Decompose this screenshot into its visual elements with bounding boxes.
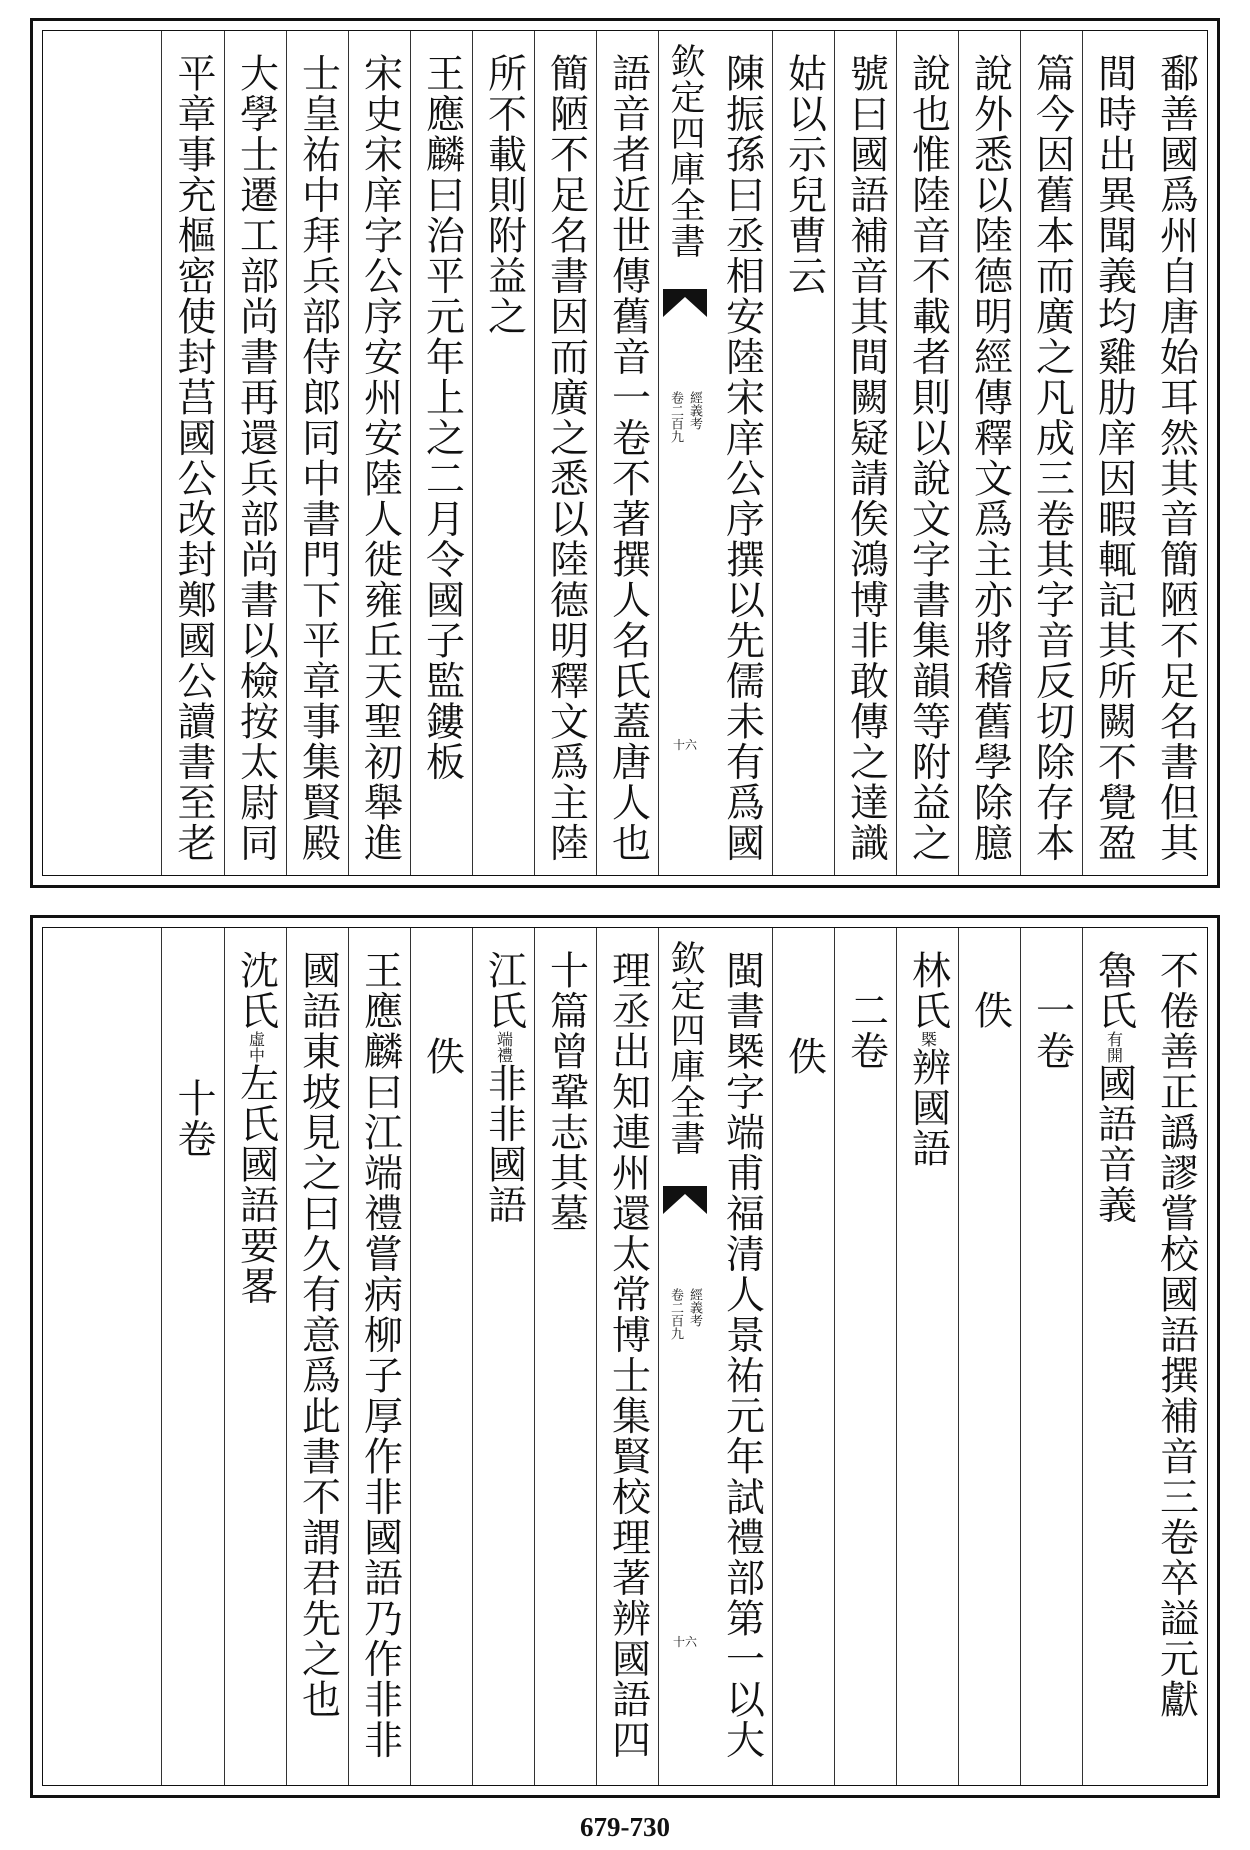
text-column (958, 928, 1021, 1785)
top-page-frame (42, 30, 1208, 876)
text-column (958, 31, 1021, 875)
text-column (710, 31, 773, 875)
column-text: 理丞出知連州還太常博士集賢校理著辨國語四 (605, 950, 651, 1760)
text-column (772, 31, 835, 875)
work-title: 國語音義 (1091, 1063, 1137, 1225)
center-gutter (658, 31, 711, 875)
column-text: 姑以示兒曹云 (781, 53, 827, 296)
text-column (224, 31, 287, 875)
column-text: 平章事充樞密使封莒國公改封鄭國公讀書至老 (171, 53, 216, 863)
column-text: 陳振孫曰丞相安陸宋庠公序撰以先儒未有爲國 (719, 53, 765, 863)
column-text: 王應麟曰治平元年上之二月令國子監鏤板 (419, 53, 465, 782)
author-name: 魯氏 (1091, 950, 1137, 1031)
text-column (772, 928, 835, 1785)
work-title: 非非國語 (481, 1063, 527, 1225)
entry-heading-column (472, 928, 535, 1785)
text-column (596, 928, 659, 1785)
text-column (534, 928, 597, 1785)
column-text: 不倦善正譌謬嘗校國語撰補音三卷卒謚元獻 (1153, 950, 1199, 1720)
work-title: 辨國語 (905, 1047, 951, 1169)
column-text: 佚 (967, 990, 1013, 1031)
column-text: 說外悉以陸德明經傳釋文爲主亦將稽舊學除臆 (967, 53, 1013, 863)
author-note: 有開 (1104, 1031, 1124, 1063)
chapter-number: 卷二百九 (668, 391, 683, 443)
gutter-source (666, 1288, 704, 1340)
source-title: 經義考 (687, 1288, 702, 1327)
text-column (1145, 928, 1207, 1785)
text-column (161, 31, 225, 875)
center-gutter (658, 928, 711, 1785)
author-note: 端禮 (494, 1031, 514, 1063)
page-number: 679-730 (580, 1812, 670, 1842)
column-text: 篇今因舊本而廣之凡成三卷其字音反切除存本 (1029, 53, 1075, 863)
author-name: 林氏 (905, 950, 951, 1031)
text-column (286, 31, 349, 875)
text-column (896, 31, 959, 875)
text-column (161, 928, 225, 1785)
column-text: 簡陋不足名書因而廣之悉以陸德明釋文爲主陸 (543, 53, 589, 863)
text-column (348, 31, 411, 875)
gutter-source (666, 391, 704, 443)
text-column (1020, 928, 1083, 1785)
column-text: 語音者近世傳舊音一卷不著撰人名氏蓋唐人也 (605, 53, 651, 863)
column-text: 大學士遷工部尚書再還兵部尚書以檢按太尉同 (233, 53, 279, 863)
text-column (710, 928, 773, 1785)
column-text: 一卷 (1029, 990, 1075, 1071)
column-text: 號曰國語補音其間闕疑請俟鴻博非敢傳之達識 (843, 53, 889, 863)
top-page-panel (30, 18, 1220, 888)
entry-heading-column (896, 928, 959, 1785)
leaf-number: 十六 (672, 738, 698, 752)
author-note: 虛中 (246, 1031, 266, 1063)
column-text: 士皇祐中拜兵部侍郎同中書門下平章事集賢殿 (295, 53, 341, 863)
text-column (348, 928, 411, 1785)
text-column (1020, 31, 1083, 875)
text-column (410, 928, 473, 1785)
entry-heading (233, 950, 279, 1306)
column-text: 國語東坡見之曰久有意爲此書不謂君先之也 (295, 950, 341, 1720)
text-column (596, 31, 659, 875)
author-name: 沈氏 (233, 950, 279, 1031)
entry-heading (481, 950, 527, 1225)
column-text: 宋史宋庠字公序安州安陸人徙雍丘天聖初舉進 (357, 53, 403, 863)
column-text: 閩書槩字端甫福清人景祐元年試禮部第一以大 (719, 950, 765, 1760)
column-text: 二卷 (843, 990, 889, 1071)
text-column (472, 31, 535, 875)
text-column (834, 928, 897, 1785)
text-column (410, 31, 473, 875)
author-name: 江氏 (481, 950, 527, 1031)
text-column (834, 31, 897, 875)
column-text: 鄱善國爲州自唐始耳然其音簡陋不足名書但其 (1153, 53, 1199, 863)
fishtail-mark-icon (663, 289, 707, 317)
entry-heading-column (1082, 928, 1145, 1785)
chapter-number: 卷二百九 (668, 1288, 683, 1340)
entry-heading-column (224, 928, 287, 1785)
bottom-page-frame (42, 927, 1208, 1786)
column-text: 說也惟陸音不載者則以說文字書集韻等附益之 (905, 53, 951, 863)
author-note: 槩 (918, 1031, 938, 1047)
column-text: 王應麟曰江端禮嘗病柳子厚作非國語乃作非非 (357, 950, 403, 1760)
book-title: 欽定四庫全書 (665, 43, 705, 259)
column-text: 十篇曾鞏志其墓 (543, 950, 589, 1234)
text-column (286, 928, 349, 1785)
column-text: 所不載則附益之 (481, 53, 527, 337)
bottom-page-panel (30, 915, 1220, 1798)
column-text: 佚 (781, 1036, 827, 1077)
column-text: 佚 (419, 1036, 465, 1077)
column-text: 間時出異聞義均雞肋庠因暇輒記其所闕不覺盈 (1091, 53, 1137, 863)
work-title: 左氏國語要畧 (233, 1063, 279, 1306)
source-title: 經義考 (687, 391, 702, 430)
text-column (1082, 31, 1145, 875)
entry-heading (1091, 950, 1137, 1225)
text-column (1145, 31, 1207, 875)
entry-heading (905, 950, 951, 1169)
leaf-number: 十六 (672, 1635, 698, 1649)
text-column (534, 31, 597, 875)
column-text: 十卷 (171, 1078, 216, 1159)
book-title: 欽定四庫全書 (665, 940, 705, 1156)
fishtail-mark-icon (663, 1186, 707, 1214)
